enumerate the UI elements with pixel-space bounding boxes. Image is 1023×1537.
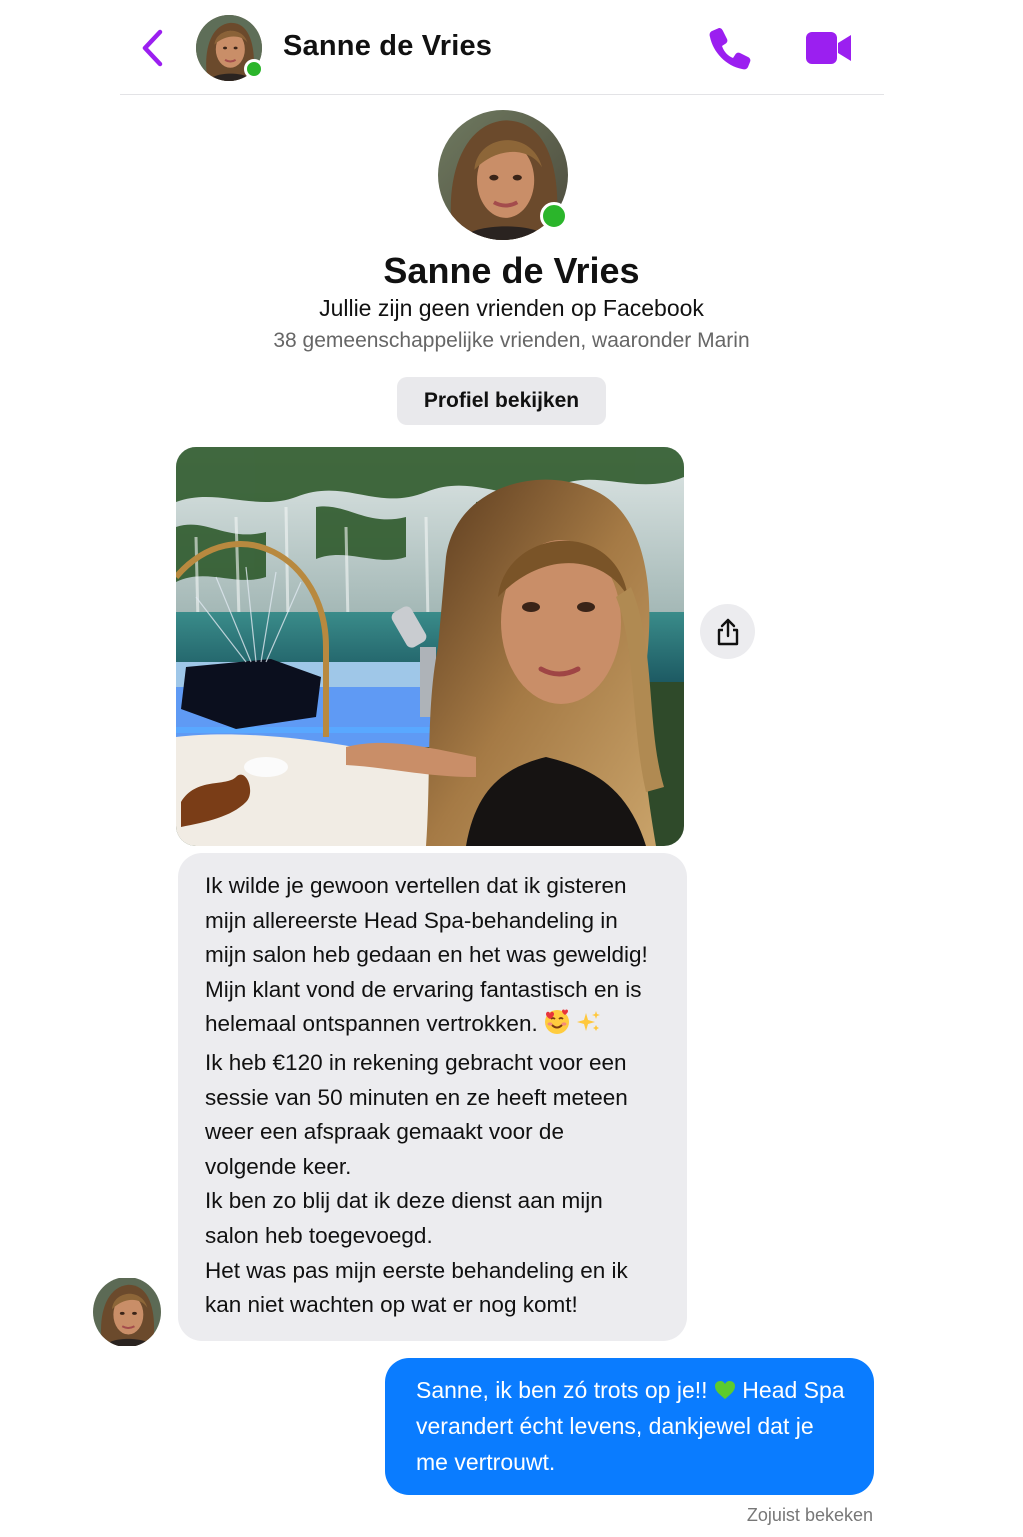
- contact-avatar[interactable]: [196, 15, 262, 81]
- view-profile-button[interactable]: Profiel bekijken: [397, 377, 606, 425]
- message-line: salon heb toegevoegd.: [205, 1222, 433, 1248]
- audio-call-button[interactable]: [706, 24, 754, 72]
- message-line-with-emoji: [416, 1372, 854, 1408]
- video-camera-icon: [804, 26, 854, 70]
- message-line: Ik ben zo blij dat ik deze dienst aan mijn: [205, 1188, 603, 1214]
- message-text: helemaal ontspannen vertrokken.: [205, 1011, 538, 1037]
- incoming-message-bubble[interactable]: [178, 853, 687, 1341]
- conversation-header: [120, 0, 884, 95]
- green-heart-icon: [714, 1374, 736, 1394]
- message-line: mijn allereerste Head Spa-behandeling in: [205, 907, 618, 933]
- message-line: sessie van 50 minuten en ze heeft meteen: [205, 1084, 628, 1110]
- sparkles-icon: [576, 1009, 602, 1046]
- message-line: volgende keer.: [205, 1153, 352, 1179]
- online-indicator: [244, 59, 264, 79]
- message-text: Sanne, ik ben zó trots op je!!: [416, 1377, 708, 1403]
- share-icon: [715, 617, 741, 647]
- sender-avatar[interactable]: [93, 1277, 161, 1347]
- seen-status: Zojuist bekeken: [746, 1505, 873, 1525]
- back-button[interactable]: [136, 26, 170, 70]
- mutual-friends: 38 gemeenschappelijke vrienden, waaronder Marin: [273, 329, 750, 352]
- smiling-face-with-hearts-icon: [544, 1009, 570, 1046]
- profile-name: Sanne de Vries: [383, 250, 640, 291]
- message-line: verandert écht levens, dankjewel dat je: [416, 1413, 814, 1439]
- message-text: Head Spa: [742, 1377, 845, 1403]
- avatar-photo: [93, 1277, 161, 1347]
- message-line: kan niet wachten op wat er nog komt!: [205, 1292, 578, 1318]
- share-button[interactable]: [700, 604, 755, 659]
- video-call-button[interactable]: [804, 26, 854, 70]
- header-contact-name[interactable]: Sanne de Vries: [283, 30, 493, 62]
- photo-message[interactable]: [176, 447, 684, 846]
- online-indicator: [540, 202, 568, 230]
- message-line: Ik heb €120 in rekening gebracht voor een: [205, 1049, 627, 1075]
- phone-icon: [706, 24, 754, 72]
- message-line: mijn salon heb gedaan en het was geweldig!: [205, 942, 648, 968]
- friend-status: Jullie zijn geen vrienden op Facebook: [319, 295, 704, 321]
- message-line-with-emoji: [205, 1007, 661, 1046]
- message-line: Mijn klant vond de ervaring fantastisch en is: [205, 976, 642, 1002]
- message-line: me vertrouwt.: [416, 1449, 556, 1475]
- chevron-left-icon: [136, 26, 170, 70]
- outgoing-message-bubble[interactable]: [385, 1358, 874, 1495]
- profile-avatar[interactable]: [438, 110, 568, 240]
- spa-selfie-photo: [176, 447, 684, 846]
- message-line: Het was pas mijn eerste behandeling en ik: [205, 1257, 628, 1283]
- message-line: weer een afspraak gemaakt voor de: [205, 1119, 564, 1145]
- message-line: Ik wilde je gewoon vertellen dat ik gisteren: [205, 873, 627, 898]
